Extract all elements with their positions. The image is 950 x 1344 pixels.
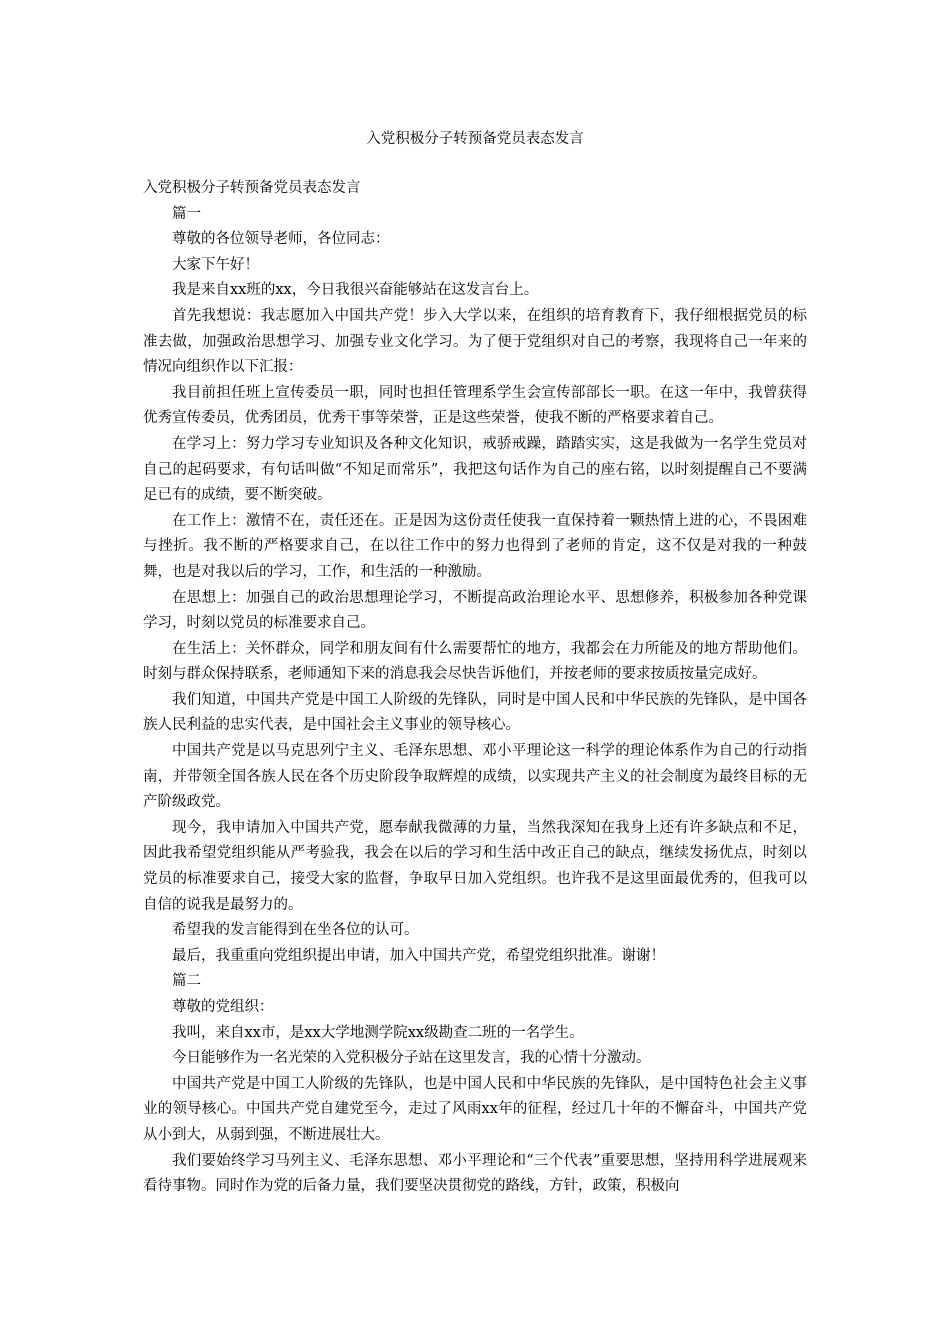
paragraph: 我目前担任班上宣传委员一职，同时也担任管理系学生会宣传部部长一职。在这一年中，我曾获得优秀宣传委员，优秀团员，优秀干事等荣誉，正是这些荣誉，使我不断的严格要求着自己。	[143, 384, 807, 427]
paragraph: 希望我的发言能得到在坐各位的认可。	[172, 922, 419, 939]
body-heading: 入党积极分子转预备党员表态发言	[143, 180, 361, 196]
paragraph: 我叫，来自xx市，是xx大学地测学院xx级勘查二班的一名学生。	[172, 1024, 584, 1041]
document-title: 入党积极分子转预备党员表态发言	[366, 131, 584, 147]
paragraph: 在学习上：努力学习专业知识及各种文化知识，戒骄戒躁，踏踏实实，这是我做为一名学生党员对自己的起码要求，有句话叫做“不知足而常乐”，我把这句话作为自己的座右铭，以时刻提醒自己不要满足已有的成绩，要不断突破。	[143, 435, 807, 504]
paragraph: 现今，我申请加入中国共产党，愿奉献我微薄的力量，当然我深知在我身上还有许多缺点和不足，因此我希望党组织能从严考验我，我会在以后的学习和生活中改正自己的缺点，继续发扬优点，时刻以党员的标准要求自己，接受大家的监督，争取早日加入党组织。也许我不是这里面最优秀的，但我可以自信的说我是最努力的。	[143, 819, 807, 913]
paragraph: 在生活上：关怀群众，同学和朋友间有什么需要帮忙的地方，我都会在力所能及的地方帮助他们。时刻与群众保持联系，老师通知下来的消息我会尽快告诉他们，并按老师的要求按质按量完成好。	[143, 640, 807, 683]
section-label-2: 篇二	[172, 973, 201, 990]
paragraph: 在工作上：激情不在，责任还在。正是因为这份责任使我一直保持着一颗热情上进的心，不畏困难与挫折。我不断的严格要求自己，在以往工作中的努力也得到了老师的肯定，这不仅是对我的一种鼓舞，也是对我以后的学习，工作，和生活的一种激励。	[143, 512, 807, 580]
paragraph: 尊敬的各位领导老师，各位同志：	[172, 231, 390, 248]
paragraph: 大家下午好！	[172, 256, 259, 273]
paragraph: 中国共产党是以马克思列宁主义、毛泽东思想、邓小平理论这一科学的理论体系作为自己的行动指南，并带领全国各族人民在各个历史阶段争取辉煌的成绩，以实现共产主义的社会制度为最终目标的无产阶级政党。	[143, 743, 807, 811]
paragraph: 我们知道，中国共产党是中国工人阶级的先锋队，同时是中国人民和中华民族的先锋队，是中国各族人民利益的忠实代表，是中国社会主义事业的领导核心。	[143, 691, 807, 734]
paragraph: 首先我想说：我志愿加入中国共产党！步入大学以来，在组织的培育教育下，我仔细根据党员的标准去做，加强政治思想学习、加强专业文化学习。为了便于党组织对自己的考察，我现将自己一年来的情况向组织作以下汇报：	[143, 307, 807, 376]
paragraph: 今日能够作为一名光荣的入党积极分子站在这里发言，我的心情十分激动。	[172, 1050, 651, 1067]
section-label-1: 篇一	[172, 205, 201, 222]
paragraph: 在思想上：加强自己的政治思想理论学习，不断提高政治理论水平、思想修养，积极参加各种党课学习，时刻以党员的标准要求自己。	[143, 589, 807, 632]
paragraph: 最后，我重重向党组织提出申请，加入中国共产党，希望党组织批准。谢谢！	[172, 947, 665, 964]
paragraph: 尊敬的党组织：	[172, 999, 274, 1015]
paragraph: 中国共产党是中国工人阶级的先锋队，也是中国人民和中华民族的先锋队，是中国特色社会主义事业的领导核心。中国共产党自建党至今，走过了风雨xx年的征程，经过几十年的不懈奋斗，中国共产党从小到大，从弱到强，不断进展壮大。	[143, 1075, 807, 1143]
paragraph: 我们要始终学习马列主义、毛泽东思想、邓小平理论和“三个代表”重要思想，坚持用科学进展观来看待事物。同时作为党的后备力量，我们要坚决贯彻党的路线，方针，政策，积极向	[143, 1152, 807, 1195]
document-body	[143, 176, 807, 1200]
paragraph: 我是来自xx班的xx，今日我很兴奋能够站在这发言台上。	[172, 282, 539, 299]
